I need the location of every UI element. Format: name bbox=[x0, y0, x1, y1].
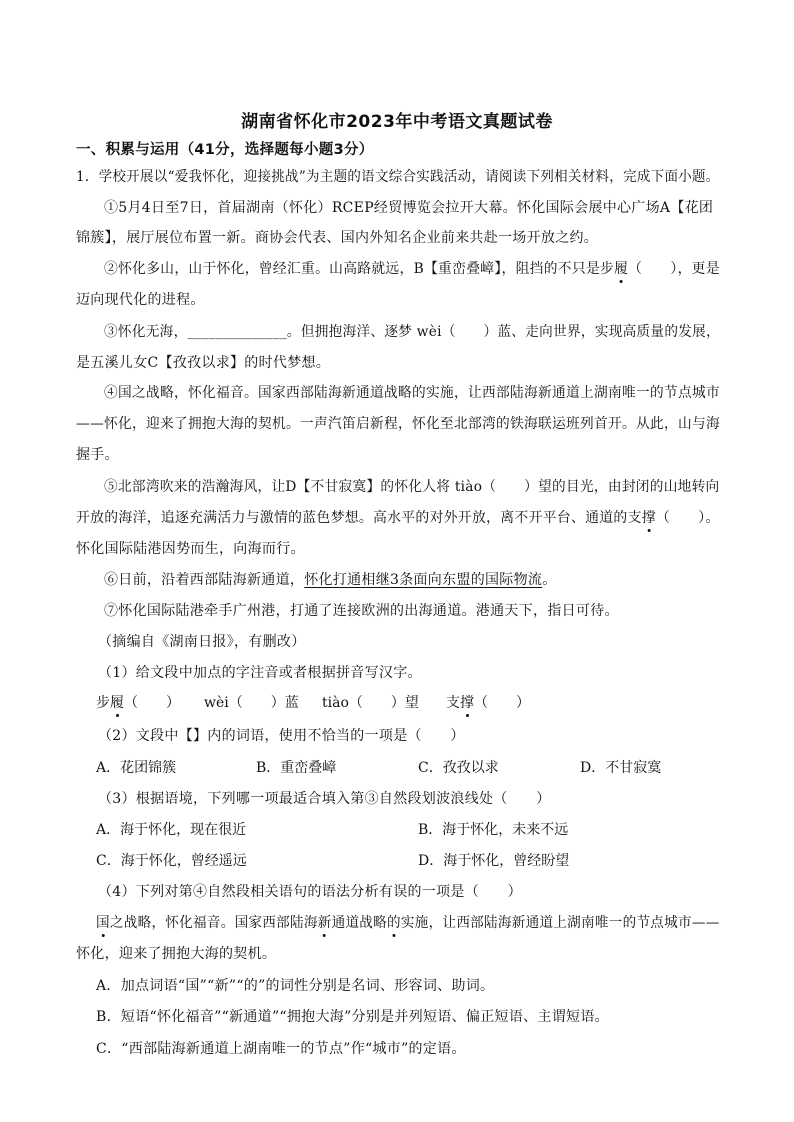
para5-blank: （ ）。 bbox=[655, 510, 720, 526]
option-3a: A．海于怀化，现在很近 bbox=[96, 822, 247, 838]
sub-question-2: （2）文段中【】内的词语，使用不恰当的一项是（ ） bbox=[98, 728, 465, 744]
underlined-phrase: 怀化打通相继3条面向东盟的国际物流 bbox=[304, 572, 543, 588]
option-3b: B．海于怀化，未来不远 bbox=[418, 822, 569, 838]
paragraph-3-line-2: 是五溪儿女C【孜孜以求】的时代梦想。 bbox=[76, 355, 331, 371]
paragraph-4-line-2: ——怀化，迎来了拥抱大海的契机。一声汽笛启新程，怀化至北部湾的铁海联运班列首开。从此，山与海 bbox=[76, 416, 720, 432]
para2-blank: （ ），更是 bbox=[628, 261, 720, 277]
option-2c: C．孜孜以求 bbox=[418, 760, 499, 776]
dotted-char: 履 bbox=[614, 261, 629, 277]
blank-label: 支 bbox=[446, 695, 460, 711]
quote-text: 通道战略 bbox=[331, 915, 388, 931]
paragraph-4-line-1: ④国之战略，怀化福音。国家西部陆海新通道战略的实施，让西部陆海新通道上湖南唯一的节点城市 bbox=[104, 385, 720, 401]
paragraph-5-line-1: ⑤北部湾吹来的浩瀚海风，让D【不甘寂寞】的怀化人将 tiào（ ）望的目光，由封闭的山地转向 bbox=[104, 479, 720, 495]
quote-text: 实施，让西部陆海新通道上湖南唯一的节点城市—— bbox=[400, 915, 720, 931]
paragraph-5-line-2 bbox=[76, 509, 720, 527]
para5-text: 开放的海洋，追逐充满活力与激情的蓝色梦想。高水平的对外开放，离不开平台、通道的支 bbox=[76, 510, 642, 526]
question-1-intro: 1．学校开展以“爱我怀化，迎接挑战”为主题的语文综合实践活动，请阅读下列相关材料，完成下面小题。 bbox=[76, 169, 720, 185]
sub-question-3: （3）根据语境，下列哪一项最适合填入第③自然段划波浪线处（ ） bbox=[98, 791, 551, 807]
paragraph-1-line-1: ①5月4日至7日，首届湖南（怀化）RCEP经贸博览会拉开大幕。怀化国际会展中心广场A【花团 bbox=[104, 200, 714, 216]
dotted-char: 新 bbox=[317, 915, 332, 931]
quoted-sentence-line-2: 怀化，迎来了拥抱大海的契机。 bbox=[76, 946, 277, 962]
sub-question-4: （4）下列对第④自然段相关语句的语法分析有误的一项是（ ） bbox=[98, 884, 522, 900]
paragraph-2-line-2: 迈向现代化的进程。 bbox=[76, 292, 205, 308]
paragraph-1-line-2: 锦簇】，展厅展位布置一新。商协会代表、国内外知名企业前来共赴一场开放之约。 bbox=[76, 230, 599, 246]
para6-text: ⑥日前，沿着西部陆海新通道， bbox=[104, 572, 305, 588]
dotted-char: 国 bbox=[96, 915, 110, 931]
page-title: 湖南省怀化市2023年中考语文真题试卷 bbox=[241, 112, 553, 132]
blank-parens: （ ） bbox=[124, 695, 180, 711]
para6-end: 。 bbox=[542, 572, 557, 588]
option-4a: A．加点词语“国”“新”“的”的词性分别是名词、形容词、助词。 bbox=[96, 978, 495, 994]
quoted-sentence-line-1 bbox=[96, 914, 720, 932]
answer-blank-4 bbox=[446, 694, 530, 712]
para2-text: ②怀化多山，山于怀化，曾经汇重。山高路就远，B【重峦叠嶂】，阻挡的不只是步 bbox=[104, 261, 615, 277]
blank-label: 步 bbox=[96, 695, 110, 711]
blank-parens: （ ） bbox=[474, 695, 530, 711]
option-2b: B．重峦叠嶂 bbox=[256, 760, 337, 776]
option-2d: D．不甘寂寞 bbox=[580, 760, 662, 776]
sub-question-1: （1）给文段中加点的字注音或者根据拼音写汉字。 bbox=[98, 665, 422, 681]
dotted-char: 履 bbox=[110, 695, 124, 711]
paragraph-2-line-1 bbox=[104, 260, 720, 278]
paragraph-5-line-3: 怀化国际陆港因势而生，向海而行。 bbox=[76, 541, 305, 557]
dotted-char: 的 bbox=[387, 915, 401, 931]
answer-blank-3: tiào（ ）望 bbox=[322, 695, 419, 711]
dotted-char: 撑 bbox=[460, 695, 474, 711]
answer-blank-1 bbox=[96, 694, 180, 712]
option-4c: C．“西部陆海新通道上湖南唯一的节点”作“城市”的定语。 bbox=[96, 1041, 466, 1057]
dotted-char: 撑 bbox=[641, 510, 656, 526]
section-heading: 一、积累与运用（41分，选择题每小题3分） bbox=[76, 142, 374, 158]
quote-text: 之战略，怀化福音。国家西部陆海 bbox=[109, 915, 318, 931]
paragraph-6 bbox=[104, 571, 557, 589]
option-2a: A．花团锦簇 bbox=[96, 760, 177, 776]
option-4b: B．短语“怀化福音”“新通道”“拥抱大海”分别是并列短语、偏正短语、主谓短语。 bbox=[96, 1009, 609, 1025]
source-note: （摘编自《湖南日报》，有删改） bbox=[98, 634, 306, 650]
answer-blank-2: wèi（ ）蓝 bbox=[204, 695, 299, 711]
paragraph-3-line-1: ③怀化无海，______________。但拥抱海洋、逐梦 wèi（ ）蓝、走向世界，实现高质量的发展， bbox=[104, 324, 721, 340]
option-3c: C．海于怀化，曾经遥远 bbox=[96, 853, 247, 869]
option-3d: D．海于怀化，曾经盼望 bbox=[418, 853, 570, 869]
paragraph-4-line-3: 握手。 bbox=[76, 447, 119, 463]
paragraph-7: ⑦怀化国际陆港牵手广州港，打通了连接欧洲的出海通道。港通天下，指日可待。 bbox=[104, 603, 619, 619]
